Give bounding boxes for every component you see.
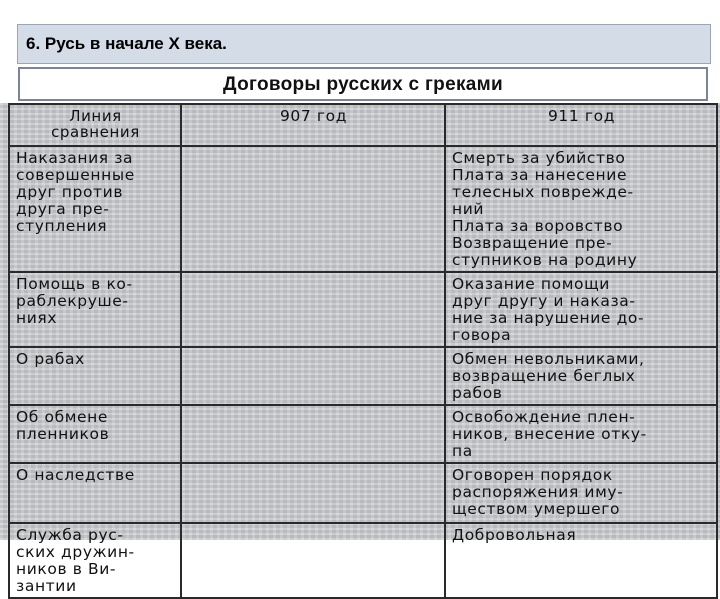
cell-911 — [445, 146, 717, 272]
cell-907 — [181, 146, 445, 272]
cell-line: Обмен невольниками, — [452, 350, 645, 368]
cell-line: Оговорен порядок — [452, 466, 613, 484]
cell-line: возвращение беглых — [452, 367, 636, 385]
cell-line: пленников — [16, 425, 110, 443]
cell-line: ниях — [16, 309, 58, 327]
cell-line: ников в Ви- — [16, 560, 117, 578]
criterion-cell — [9, 272, 181, 347]
cell-line: О наследстве — [16, 466, 135, 484]
cell-911 — [445, 347, 717, 405]
cell-line: друга пре- — [16, 200, 110, 218]
cell-line: раблекруше- — [16, 292, 129, 310]
cell-line: распоряжения иму- — [452, 483, 624, 501]
cell-line: ступников на родину — [452, 251, 638, 269]
cell-911 — [445, 405, 717, 463]
cell-line: друг другу и наказа- — [452, 292, 636, 310]
slide-title: 6. Русь в начале X века. — [26, 34, 227, 53]
table-row — [9, 523, 717, 598]
cell-line: ских дружин- — [16, 543, 135, 561]
cell-line: говора — [452, 326, 512, 344]
cell-line: Служба рус- — [16, 526, 124, 544]
criterion-cell — [9, 347, 181, 405]
cell-line: Плата за воровство — [452, 217, 624, 235]
header-criterion — [9, 104, 181, 146]
cell-line: Об обмене — [16, 408, 109, 426]
cell-line: совершенные — [16, 166, 135, 184]
criterion-cell — [9, 523, 181, 598]
cell-line: па — [452, 442, 473, 460]
cell-line: Смерть за убийство — [452, 149, 626, 167]
cell-line: зантии — [16, 577, 77, 595]
header-911: 911 год — [445, 104, 717, 146]
header-criterion-line: Линия — [69, 107, 122, 125]
cell-line: Возвращение пре- — [452, 234, 613, 252]
header-907: 907 год — [181, 104, 445, 146]
subtitle-box — [18, 67, 708, 101]
cell-line: Добровольная — [452, 526, 577, 544]
cell-line: Оказание помощи — [452, 275, 610, 293]
cell-line: ний — [452, 200, 485, 218]
cell-line: Плата за нанесение — [452, 166, 628, 184]
scanned-table-image — [0, 103, 720, 595]
table-row — [9, 463, 717, 523]
cell-line: друг против — [16, 183, 124, 201]
slide-subtitle: Договоры русских с греками — [223, 74, 503, 95]
cell-line: ществом умершего — [452, 500, 621, 518]
cell-911 — [445, 272, 717, 347]
table-row — [9, 347, 717, 405]
cell-line: Освобождение плен- — [452, 408, 636, 426]
cell-907 — [181, 523, 445, 598]
treaty-comparison-table — [8, 103, 718, 599]
cell-line: ников, внесение отку- — [452, 425, 647, 443]
slide-header — [17, 24, 711, 64]
table-row — [9, 272, 717, 347]
criterion-cell — [9, 405, 181, 463]
cell-line: рабов — [452, 384, 503, 402]
criterion-cell — [9, 463, 181, 523]
cell-line: телесных поврежде- — [452, 183, 634, 201]
cell-line: Помощь в ко- — [16, 275, 133, 293]
header-criterion-line: сравнения — [51, 123, 140, 141]
cell-line: ние за нарушение до- — [452, 309, 645, 327]
criterion-cell — [9, 146, 181, 272]
cell-907 — [181, 405, 445, 463]
cell-907 — [181, 463, 445, 523]
table-header-row — [9, 104, 717, 146]
cell-line: Наказания за — [16, 149, 134, 167]
cell-911 — [445, 463, 717, 523]
table-row — [9, 146, 717, 272]
cell-911 — [445, 523, 717, 598]
table-row — [9, 405, 717, 463]
cell-907 — [181, 272, 445, 347]
cell-907 — [181, 347, 445, 405]
cell-line: ступления — [16, 217, 108, 235]
cell-line: О рабах — [16, 350, 85, 368]
